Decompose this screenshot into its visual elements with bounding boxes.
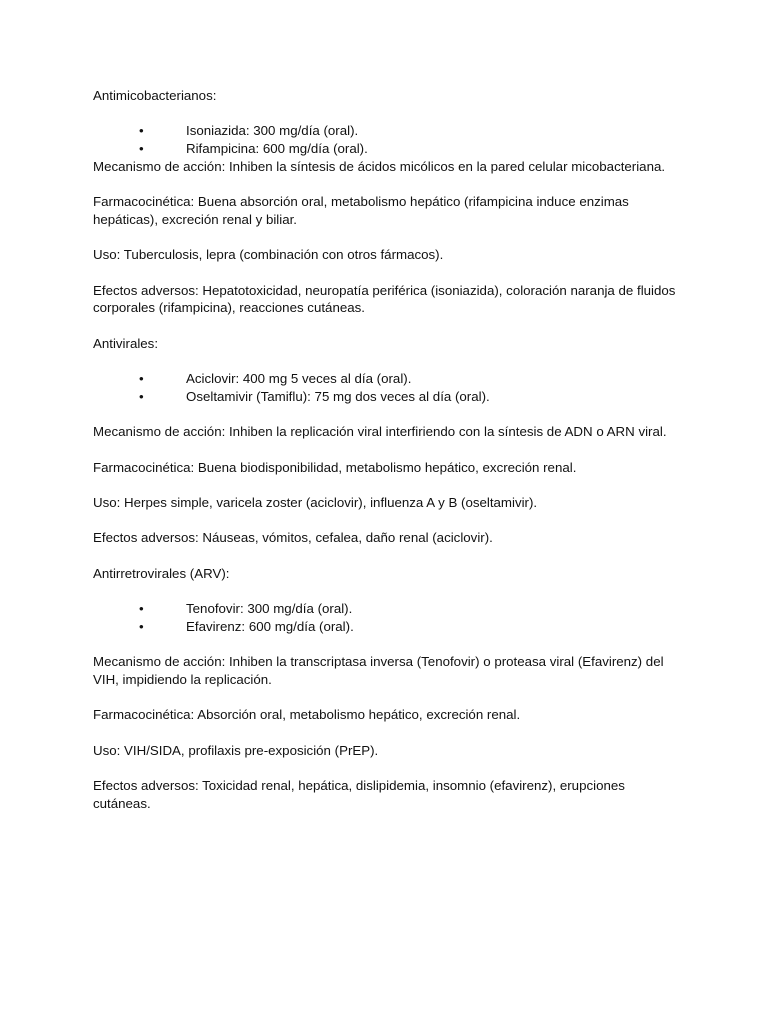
list-item [93,388,683,406]
drug-list [93,122,683,157]
bullet-icon: • [139,618,144,634]
bullet-icon: • [139,601,144,617]
mechanism-paragraph: Mecanismo de acción: Inhiben la replicación viral interfiriendo con la síntesis de ADN o ARN viral. [93,424,667,440]
drug-list [93,600,683,635]
list-item [93,140,683,158]
section-antimicobacterianos [93,87,683,317]
pharmacokinetics-paragraph: Farmacocinética: Buena absorción oral, metabolismo hepático (rifampicina induce enzimas hepáticas), excreción renal y biliar. [93,194,629,227]
document-page [93,87,683,813]
drug-dose: Oseltamivir (Tamiflu): 75 mg dos veces al día (oral). [186,388,490,404]
bullet-icon: • [139,388,144,404]
mechanism-paragraph: Mecanismo de acción: Inhiben la transcriptasa inversa (Tenofovir) o proteasa viral (Efavirenz) del VIH, impidiendo la replicación. [93,654,664,687]
list-item [93,618,683,636]
drug-list [93,370,683,405]
use-paragraph: Uso: VIH/SIDA, profilaxis pre-exposición (PrEP). [93,742,379,758]
section-heading: Antirretrovirales (ARV): [93,565,230,581]
bullet-icon: • [139,123,144,139]
drug-dose: Tenofovir: 300 mg/día (oral). [186,601,353,617]
drug-dose: Rifampicina: 600 mg/día (oral). [186,141,368,157]
pharmacokinetics-paragraph: Farmacocinética: Buena biodisponibilidad, metabolismo hepático, excreción renal. [93,459,577,475]
bullet-icon: • [139,371,144,387]
list-item [93,370,683,388]
adverse-effects-paragraph: Efectos adversos: Hepatotoxicidad, neuropatía periférica (isoniazida), coloración naranja de fluidos corporales (rifampicina), reacciones cutáneas. [93,282,676,316]
drug-dose: Isoniazida: 300 mg/día (oral). [186,123,359,139]
section-antivirales [93,335,683,547]
mechanism-paragraph: Mecanismo de acción: Inhiben la síntesis de ácidos micólicos en la pared celular micobacteriana. [93,158,666,174]
adverse-effects-paragraph: Efectos adversos: Náuseas, vómitos, cefalea, daño renal (aciclovir). [93,530,493,546]
section-antirretrovirales [93,565,683,813]
pharmacokinetics-paragraph: Farmacocinética: Absorción oral, metabolismo hepático, excreción renal. [93,707,521,723]
bullet-icon: • [139,141,144,157]
section-heading: Antimicobacterianos: [93,88,217,103]
list-item [93,600,683,618]
drug-dose: Efavirenz: 600 mg/día (oral). [186,618,354,634]
use-paragraph: Uso: Tuberculosis, lepra (combinación con otros fármacos). [93,247,444,263]
use-paragraph: Uso: Herpes simple, varicela zoster (aciclovir), influenza A y B (oseltamivir). [93,495,538,511]
drug-dose: Aciclovir: 400 mg 5 veces al día (oral). [186,371,412,387]
adverse-effects-paragraph: Efectos adversos: Toxicidad renal, hepática, dislipidemia, insomnio (efavirenz), erupciones cutáneas. [93,778,625,811]
section-heading: Antivirales: [93,335,159,351]
list-item [93,122,683,140]
